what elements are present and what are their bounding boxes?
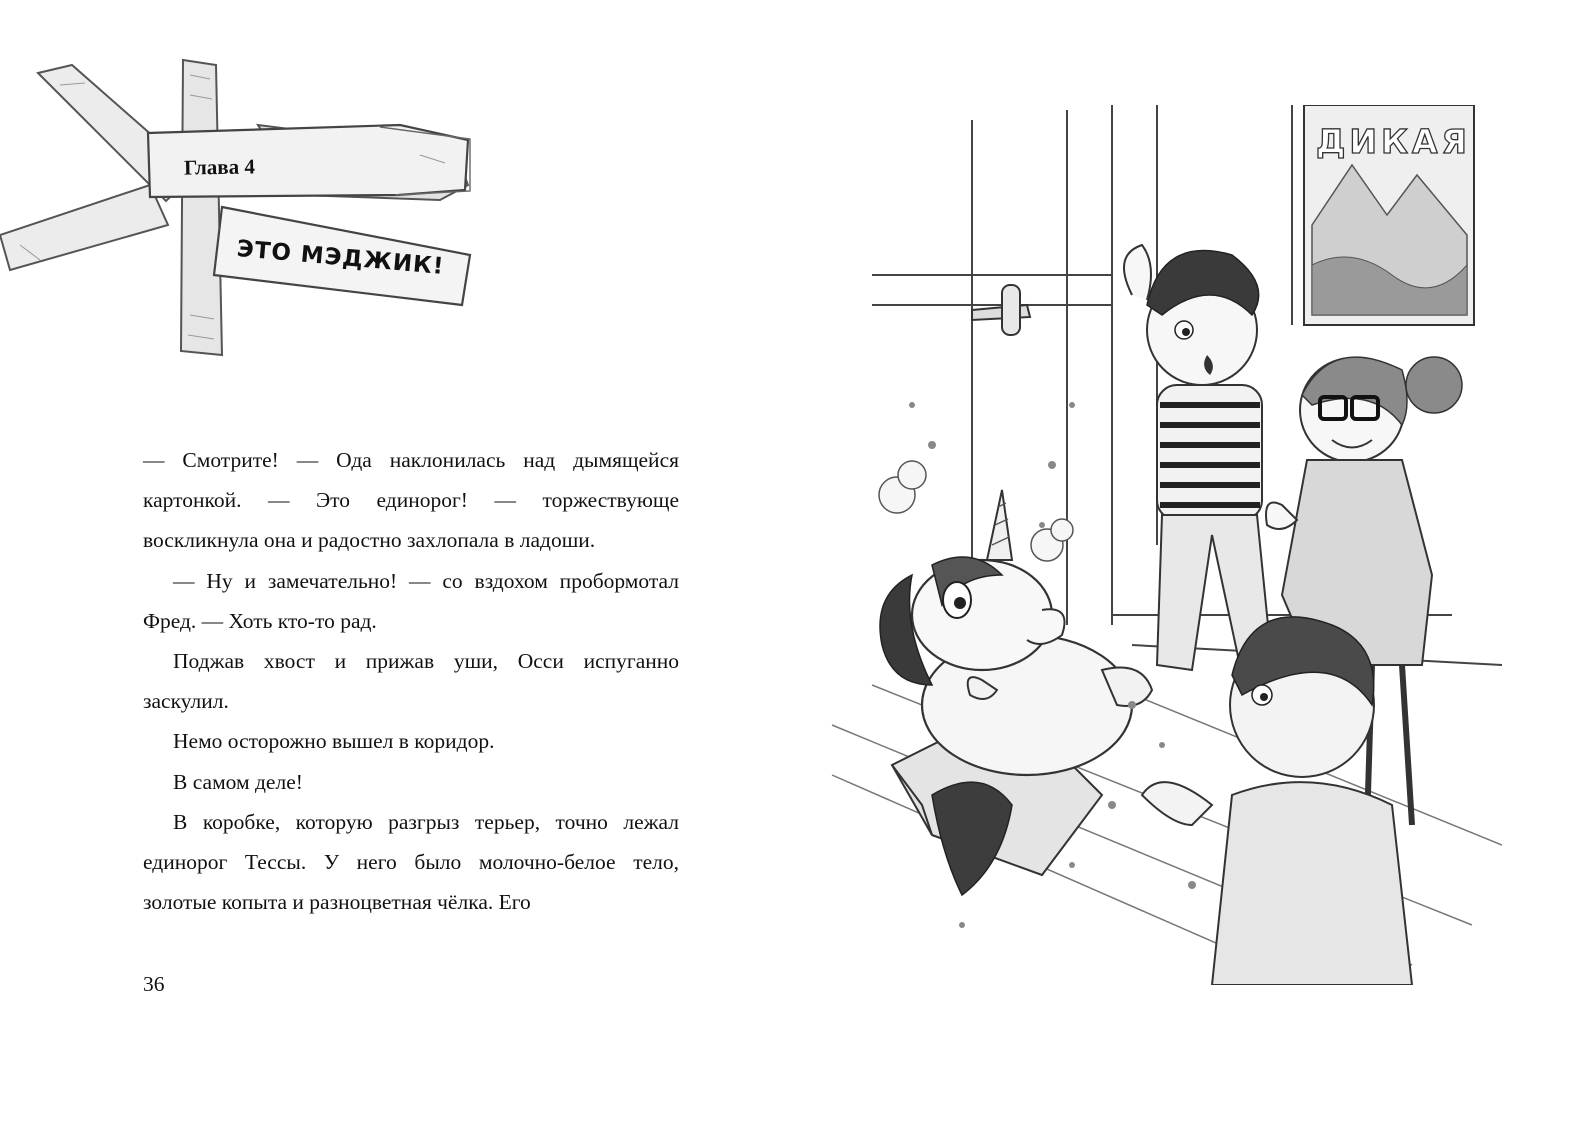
- paragraph: — Ну и замечательно! — со вздохом пробормотал Фред. — Хоть кто-то рад.: [143, 568, 679, 633]
- chapter-heading-tape-art: [0, 55, 480, 360]
- paragraph: — Смотрите! — Ода наклонилась над дымящейся картонкой. — Это единорог! — торжествующе воскликнула она и радостно захлопала в ладоши.: [143, 448, 679, 553]
- poster-text: ДИКАЯ: [1316, 122, 1471, 161]
- paragraph: Немо осторожно вышел в коридор.: [173, 729, 495, 754]
- chapter-number: Глава 4: [183, 154, 256, 180]
- paragraph: Поджав хвост и прижав уши, Осси испуганно заскулил.: [143, 649, 679, 714]
- page-number: 36: [143, 972, 165, 996]
- unicord-scene-illustration: [812, 105, 1502, 985]
- paragraph: В коробке, которую разгрыз терьер, точно лежал единорог Тессы. У него было молочно-белое тело, золотые копыта и разноцветная чёлка. Его: [143, 809, 679, 915]
- chapter-title: ЭТО МЭДЖИК!: [235, 236, 446, 281]
- body-text: [143, 440, 679, 922]
- paragraph: В самом деле!: [173, 769, 303, 794]
